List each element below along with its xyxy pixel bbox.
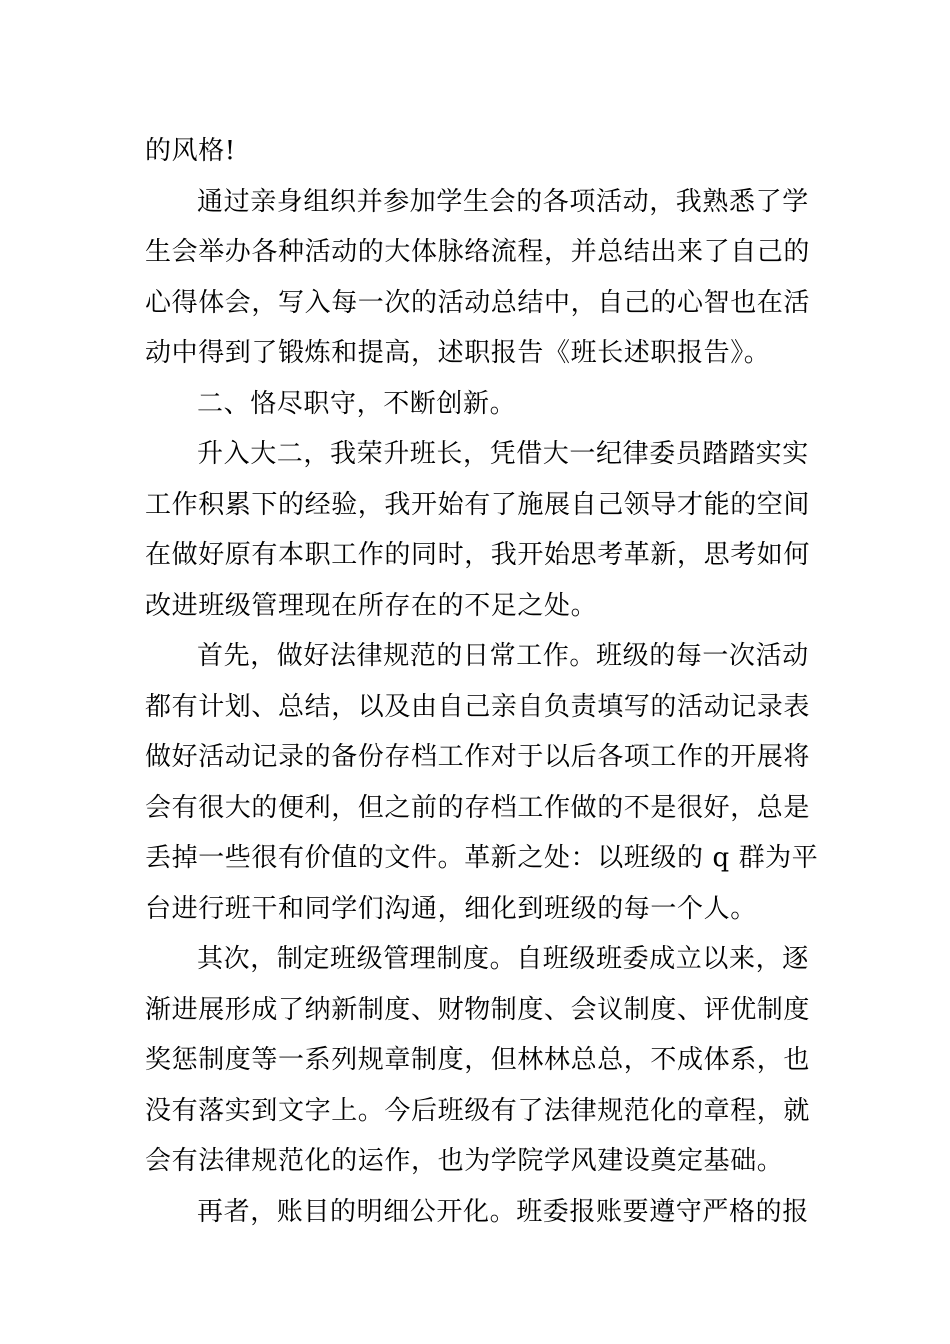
- text-line: 心得体会，写入每一次的活动总结中，自己的心智也在活: [145, 287, 811, 318]
- text-line: 台进行班干和同学们沟通，细化到班级的每一个人。: [145, 893, 757, 924]
- text-line: 会有很大的便利，但之前的存档工作做的不是很好，总是: [145, 792, 811, 823]
- text-line: 改进班级管理现在所存在的不足之处。: [145, 590, 598, 621]
- paragraph-first-line: 再者，账目的明细公开化。班委报账要遵守严格的报: [197, 1196, 809, 1227]
- text-line: 会有法律规范化的运作，也为学院学风建设奠定基础。: [145, 1146, 784, 1176]
- text-line: 都有计划、总结，以及由自己亲自负责填写的活动记录表: [145, 691, 811, 722]
- text-line: 的风格!: [145, 136, 236, 166]
- text-line: 渐进展形成了纳新制度、财物制度、会议制度、评优制度: [145, 994, 811, 1025]
- paragraph-first-line: 升入大二，我荣升班长，凭借大一纪律委员踏踏实实: [197, 439, 809, 469]
- document-body: [145, 126, 819, 1237]
- text-line: 生会举办各种活动的大体脉络流程，并总结出来了自己的: [145, 237, 811, 267]
- text-line: 在做好原有本职工作的同时，我开始思考革新，思考如何: [145, 540, 811, 570]
- text-line: 工作积累下的经验，我开始有了施展自己领导才能的空间: [145, 489, 811, 520]
- paragraph-first-line: 通过亲身组织并参加学生会的各项活动，我熟悉了学: [197, 186, 809, 217]
- paragraph-first-line: 首先，做好法律规范的日常工作。班级的每一次活动: [197, 641, 809, 671]
- text-line: 奖惩制度等一系列规章制度，但林林总总，不成体系，也: [145, 1045, 811, 1075]
- text-line: 没有落实到文字上。今后班级有了法律规范化的章程，就: [145, 1095, 811, 1126]
- paragraph-first-line: 二、恪尽职守，不断创新。: [197, 388, 517, 419]
- paragraph-first-line: 其次，制定班级管理制度。自班级班委成立以来，逐: [197, 944, 809, 974]
- text-line: 动中得到了锻炼和提高，述职报告《班长述职报告》。: [145, 338, 771, 368]
- text-line: 丢掉一些很有价值的文件。革新之处：以班级的 q 群为平: [145, 843, 819, 873]
- text-line: 做好活动记录的备份存档工作对于以后各项工作的开展将: [145, 742, 811, 772]
